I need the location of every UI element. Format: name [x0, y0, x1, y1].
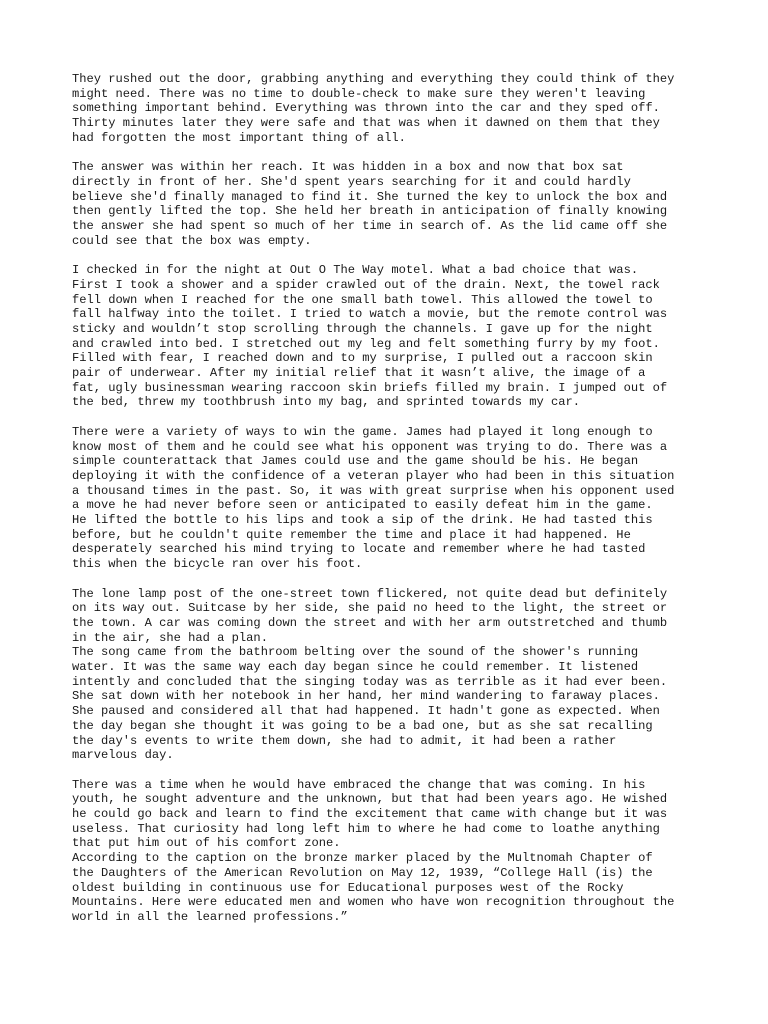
text-line: could see that the box was empty.	[72, 233, 312, 248]
paragraph-1	[72, 72, 702, 146]
text-line: Filled with fear, I reached down and to my surprise, I pulled out a raccoon skin	[72, 351, 653, 366]
text-line: desperately searched his mind trying to locate and remember where he had tasted	[72, 542, 646, 557]
text-line: intently and concluded that the singing today was as terrible as it had ever been.	[72, 674, 668, 689]
text-line: might need. There was no time to double-check to make sure they weren't leaving	[72, 86, 646, 101]
text-line: had forgotten the most important thing of all.	[72, 130, 406, 145]
text-line: The song came from the bathroom belting over the sound of the shower's running	[72, 645, 639, 660]
text-line: a thousand times in the past. So, it was with great surprise when his opponent used	[72, 483, 675, 498]
text-line: the day's events to write them down, she had to admit, it had been a rather	[72, 733, 617, 748]
text-line: then gently lifted the top. She held her breath in anticipation of finally knowing	[72, 204, 668, 219]
paragraph-7	[72, 778, 702, 852]
paragraph-5	[72, 587, 702, 646]
text-line: the Daughters of the American Revolution on May 12, 1939, “College Hall (is) the	[72, 865, 653, 880]
text-line: marvelous day.	[72, 748, 174, 763]
text-line: he could go back and learn to find the excitement that came with change but it was	[72, 807, 668, 822]
paragraph-4	[72, 425, 702, 572]
text-line: The answer was within her reach. It was hidden in a box and now that box sat	[72, 160, 624, 175]
text-line: before, but he couldn't quite remember the time and place it had happened. He	[72, 527, 631, 542]
text-line: this when the bicycle ran over his foot.	[72, 557, 363, 572]
text-line: fell down when I reached for the one small bath towel. This allowed the towel to	[72, 292, 653, 307]
text-line: The lone lamp post of the one-street town flickered, not quite dead but definitely	[72, 586, 668, 601]
text-line: sticky and wouldn’t stop scrolling through the channels. I gave up for the night	[72, 321, 653, 336]
text-line: Mountains. Here were educated men and women who have won recognition throughout the	[72, 895, 675, 910]
text-line: on its way out. Suitcase by her side, she paid no heed to the light, the street or	[72, 601, 668, 616]
text-line: First I took a shower and a spider crawled out of the drain. Next, the towel rack	[72, 277, 660, 292]
text-line: the day began she thought it was going to be a bad one, but as she sat recalling	[72, 718, 653, 733]
text-line: oldest building in continuous use for Educational purposes west of the Rocky	[72, 880, 624, 895]
text-line: that put him out of his comfort zone.	[72, 836, 341, 851]
text-line: useless. That curiosity had long left him to where he had come to loathe anything	[72, 821, 660, 836]
paragraph-2	[72, 160, 702, 248]
text-line: fat, ugly businessman wearing raccoon skin briefs filled my brain. I jumped out of	[72, 380, 668, 395]
text-line: fall halfway into the toilet. I tried to watch a movie, but the remote control was	[72, 307, 668, 322]
text-line: She paused and considered all that had happened. It hadn't gone as expected. When	[72, 704, 660, 719]
text-line: They rushed out the door, grabbing anything and everything they could think of they	[72, 72, 675, 86]
text-line: water. It was the same way each day began since he could remember. It listened	[72, 660, 639, 675]
document-page	[72, 72, 702, 925]
text-line: know most of them and he could see what his opponent was trying to do. There was a	[72, 439, 668, 454]
text-line: He lifted the bottle to his lips and took a sip of the drink. He had tasted this	[72, 513, 653, 528]
text-line: the bed, threw my toothbrush into my bag, and sprinted towards my car.	[72, 395, 581, 410]
text-line: a move he had never before seen or anticipated to easily defeat him in the game.	[72, 498, 653, 513]
text-line: simple counterattack that James could use and the game should be his. He began	[72, 454, 639, 469]
text-line: directly in front of her. She'd spent years searching for it and could hardly	[72, 174, 631, 189]
text-line: youth, he sought adventure and the unknown, but that had been years ago. He wished	[72, 792, 668, 807]
text-line: deploying it with the confidence of a veteran player who had been in this situation	[72, 468, 675, 483]
text-line: the town. A car was coming down the street and with her arm outstretched and thumb	[72, 615, 668, 630]
text-line: world in all the learned professions.”	[72, 910, 348, 924]
text-line: in the air, she had a plan.	[72, 630, 268, 645]
paragraph-8	[72, 851, 702, 925]
paragraph-6	[72, 645, 702, 763]
text-line: There were a variety of ways to win the game. James had played it long enough to	[72, 424, 653, 439]
text-line: Thirty minutes later they were safe and that was when it dawned on them that they	[72, 116, 660, 131]
text-line: believe she'd finally managed to find it. She turned the key to unlock the box and	[72, 189, 668, 204]
text-line: pair of underwear. After my initial relief that it wasn’t alive, the image of a	[72, 366, 646, 381]
paragraph-3	[72, 263, 702, 410]
text-line: According to the caption on the bronze marker placed by the Multnomah Chapter of	[72, 851, 653, 866]
text-line: the answer she had spent so much of her time in search of. As the lid came off she	[72, 219, 668, 234]
text-line: She sat down with her notebook in her hand, her mind wandering to faraway places.	[72, 689, 660, 704]
text-line: and crawled into bed. I stretched out my leg and felt something furry by my foot.	[72, 336, 660, 351]
text-line: something important behind. Everything was thrown into the car and they sped off.	[72, 101, 660, 116]
text-line: I checked in for the night at Out O The Way motel. What a bad choice that was.	[72, 263, 639, 278]
text-line: There was a time when he would have embraced the change that was coming. In his	[72, 777, 646, 792]
